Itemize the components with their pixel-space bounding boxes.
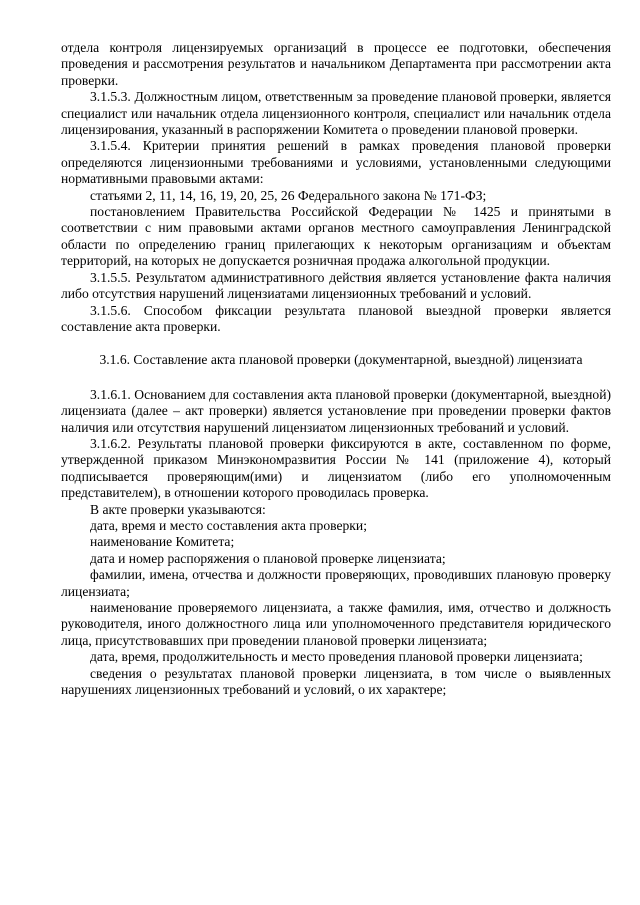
list-item-inspectors: фамилии, имена, отчества и должности проверяющих, проводивших плановую проверку лицензиата; — [61, 567, 611, 599]
list-item-licensee-name: наименование проверяемого лицензиата, а также фамилия, имя, отчество и должность руководителя, иного должностного лица или уполномоченного представителя юридического лица, присутствовавших при проведении плановой проверки лицензиата; — [61, 600, 611, 648]
list-item-order-date-number: дата и номер распоряжения о плановой проверке лицензиата; — [90, 550, 446, 566]
paragraph-law-articles: статьями 2, 11, 14, 16, 19, 20, 25, 26 Федерального закона № 171-ФЗ; — [90, 187, 487, 203]
paragraph-government-decree: постановлением Правительства Российской Федерации № 1425 и принятыми в соответствии с ним правовыми актами органов местного самоуправления Ленинградской области по определению границ прилегающих к некоторым организациям и объектам территорий, на которых не допускается розничная продажа алкогольной продукции. — [61, 204, 611, 269]
paragraph-3-1-5-4: 3.1.5.4. Критерии принятия решений в рамках проведения плановой проверки определяются лицензионными требованиями и условиями, установленными следующими нормативными правовыми актами: — [61, 138, 611, 187]
paragraph-3-1-6-1: 3.1.6.1. Основанием для составления акта плановой проверки (документарной, выездной) лицензиата (далее – акт проверки) является установление при проведении проверки фактов наличия или отсутствия нарушений лицензиатом лицензионных требований и условий. — [61, 386, 611, 435]
paragraph-3-1-5-3: 3.1.5.3. Должностным лицом, ответственным за проведение плановой проверки, является специалист или начальник отдела лицензионного контроля, специалист или начальник отдела лицензирования, указанный в распоряжении Комитета о проведении плановой проверки. — [61, 89, 611, 138]
document-body-top — [61, 40, 611, 335]
paragraph-3-1-6-2: 3.1.6.2. Результаты плановой проверки фиксируются в акте, составленном по форме, утвержденной приказом Минэкономразвития России № 141 (приложение 4), который подписывается проверяющим(ими) и лицензиатом (либо его уполномоченным представителем), в отношении которого проводилась проверка. — [61, 435, 611, 501]
list-item-committee-name: наименование Комитета; — [90, 534, 235, 550]
paragraph-continuation: отдела контроля лицензируемых организаций в процессе ее подготовки, обеспечения проведения и рассмотрения результатов и начальником Департамента при рассмотрении акта проверки. — [61, 40, 611, 88]
document-body-bottom — [61, 387, 611, 699]
list-item-inspection-date-duration: дата, время, продолжительность и место проведения плановой проверки лицензиата; — [90, 649, 583, 665]
list-item-act-date-place: дата, время и место составления акта проверки; — [90, 517, 367, 533]
section-title: 3.1.6. Составление акта плановой проверки (документарной, выездной) лицензиата — [99, 352, 583, 368]
paragraph-3-1-5-6: 3.1.5.6. Способом фиксации результата плановой выездной проверки является составление акта проверки. — [61, 302, 611, 334]
paragraph-3-1-5-5: 3.1.5.5. Результатом административного действия является установление факта наличия либо отсутствия нарушений лицензиатами лицензионных требований и условий. — [61, 269, 611, 302]
paragraph-act-contents-intro: В акте проверки указываются: — [90, 501, 266, 517]
list-item-inspection-results: сведения о результатах плановой проверки лицензиата, в том числе о выявленных нарушениях лицензионных требований и условий, о их характере; — [61, 665, 611, 698]
